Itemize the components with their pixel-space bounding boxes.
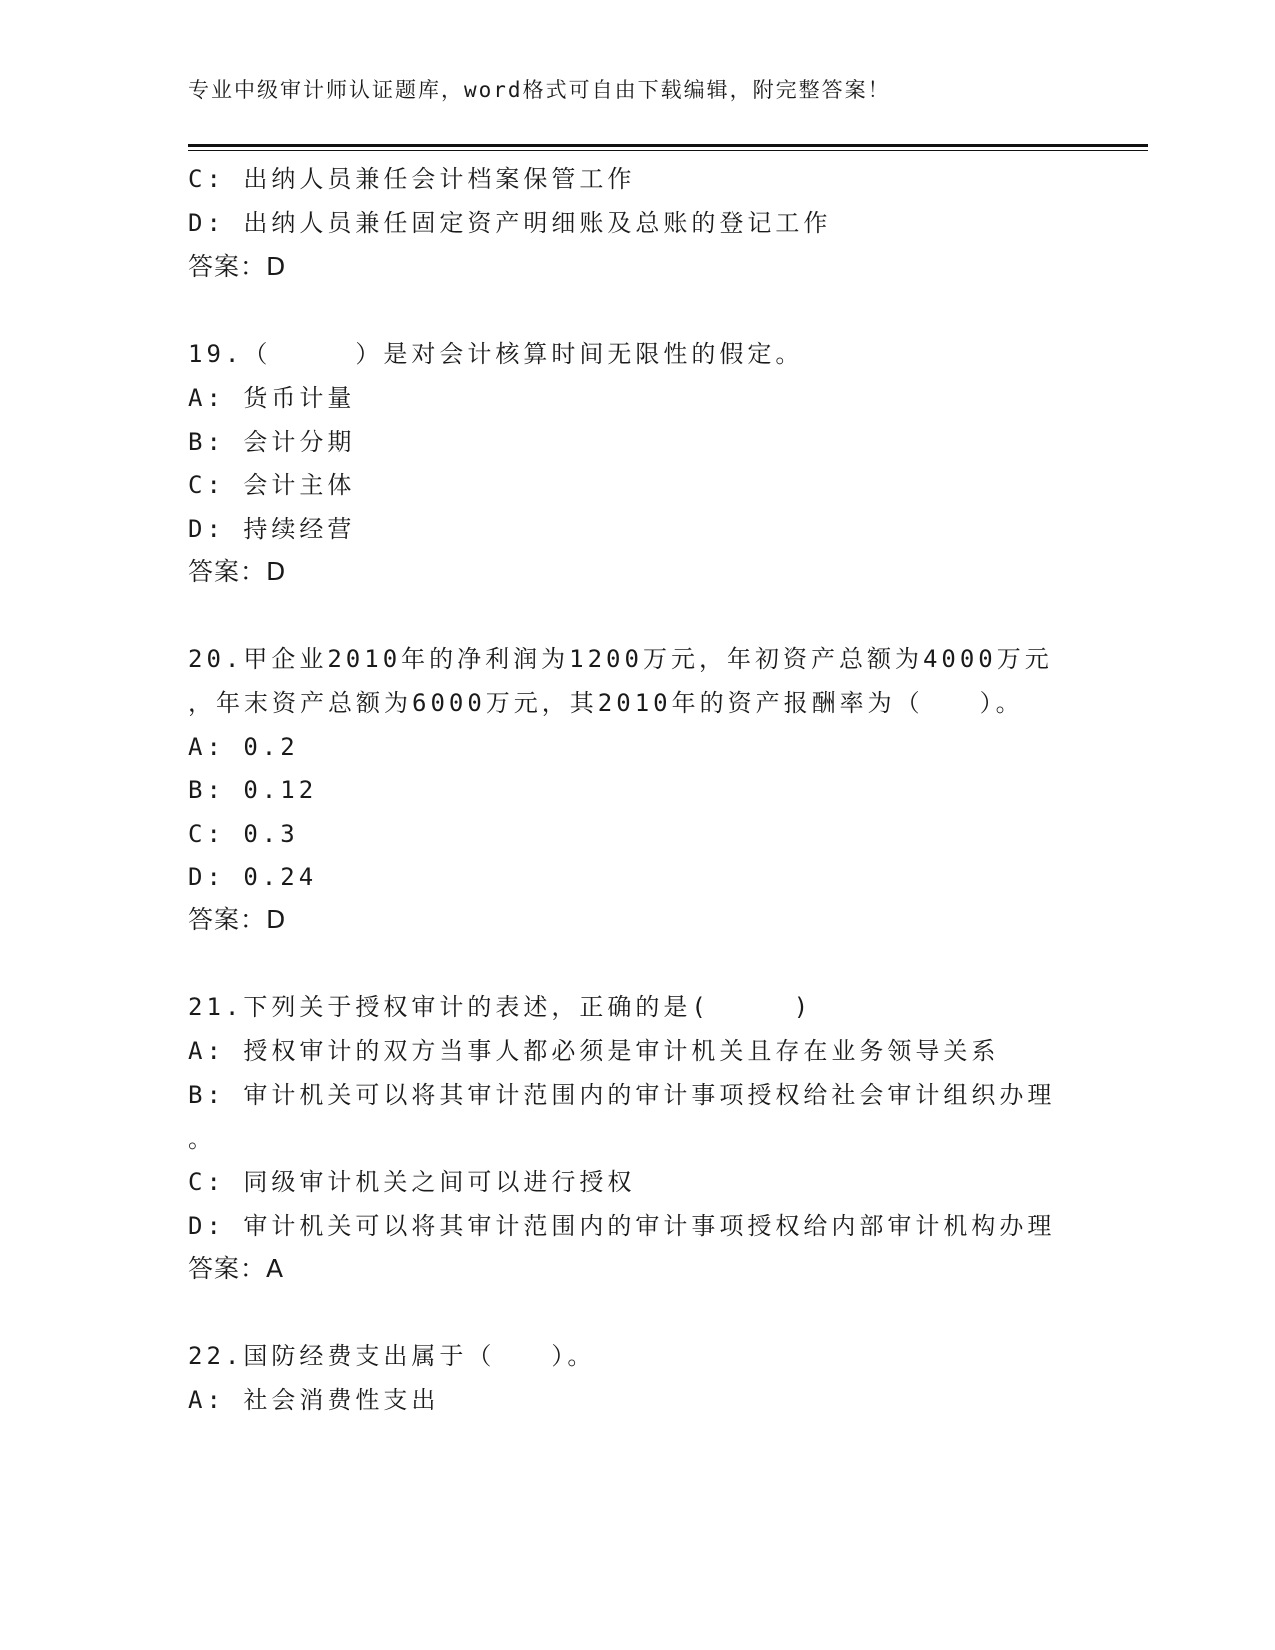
q20-option-b: B: 0.12: [188, 776, 318, 804]
q21-answer: 答案：A: [188, 1254, 285, 1283]
q19-answer: 答案：D: [188, 557, 287, 586]
q20-option-c: C: 0.3: [188, 820, 299, 848]
q21-option-a: A: 授权审计的双方当事人都必须是审计机关且存在业务领导关系: [188, 1037, 1000, 1065]
header-rule-thin: [188, 150, 1148, 151]
q22-option-a: A: 社会消费性支出: [188, 1386, 440, 1414]
q21-option-b-line2: 。: [188, 1125, 216, 1153]
page-header: 专业中级审计师认证题库，word格式可自由下载编辑，附完整答案！: [188, 78, 891, 102]
q19-stem: 19.（ ）是对会计核算时间无限性的假定。: [188, 340, 804, 368]
q20-stem-line2: ，年末资产总额为6000万元，其2010年的资产报酬率为（ ）。: [188, 689, 1024, 717]
q19-option-a: A: 货币计量: [188, 384, 356, 412]
q18-answer: 答案：D: [188, 252, 287, 281]
q20-answer: 答案：D: [188, 905, 287, 934]
q20-option-d: D: 0.24: [188, 863, 318, 891]
q18-option-d: D: 出纳人员兼任固定资产明细账及总账的登记工作: [188, 209, 832, 237]
q21-option-b-line1: B: 审计机关可以将其审计范围内的审计事项授权给社会审计组织办理: [188, 1081, 1056, 1109]
q21-stem: 21.下列关于授权审计的表述，正确的是( ): [188, 993, 813, 1021]
q21-option-d: D: 审计机关可以将其审计范围内的审计事项授权给内部审计机构办理: [188, 1212, 1056, 1240]
q18-option-c: C: 出纳人员兼任会计档案保管工作: [188, 165, 636, 193]
header-rule-thick: [188, 144, 1148, 147]
q20-option-a: A: 0.2: [188, 733, 299, 761]
q19-option-d: D: 持续经营: [188, 515, 356, 543]
q20-stem-line1: 20.甲企业2010年的净利润为1200万元，年初资产总额为4000万元: [188, 645, 1053, 673]
q19-option-c: C: 会计主体: [188, 471, 356, 499]
q19-option-b: B: 会计分期: [188, 428, 356, 456]
q21-option-c: C: 同级审计机关之间可以进行授权: [188, 1168, 636, 1196]
q22-stem: 22.国防经费支出属于（ ）。: [188, 1342, 596, 1370]
